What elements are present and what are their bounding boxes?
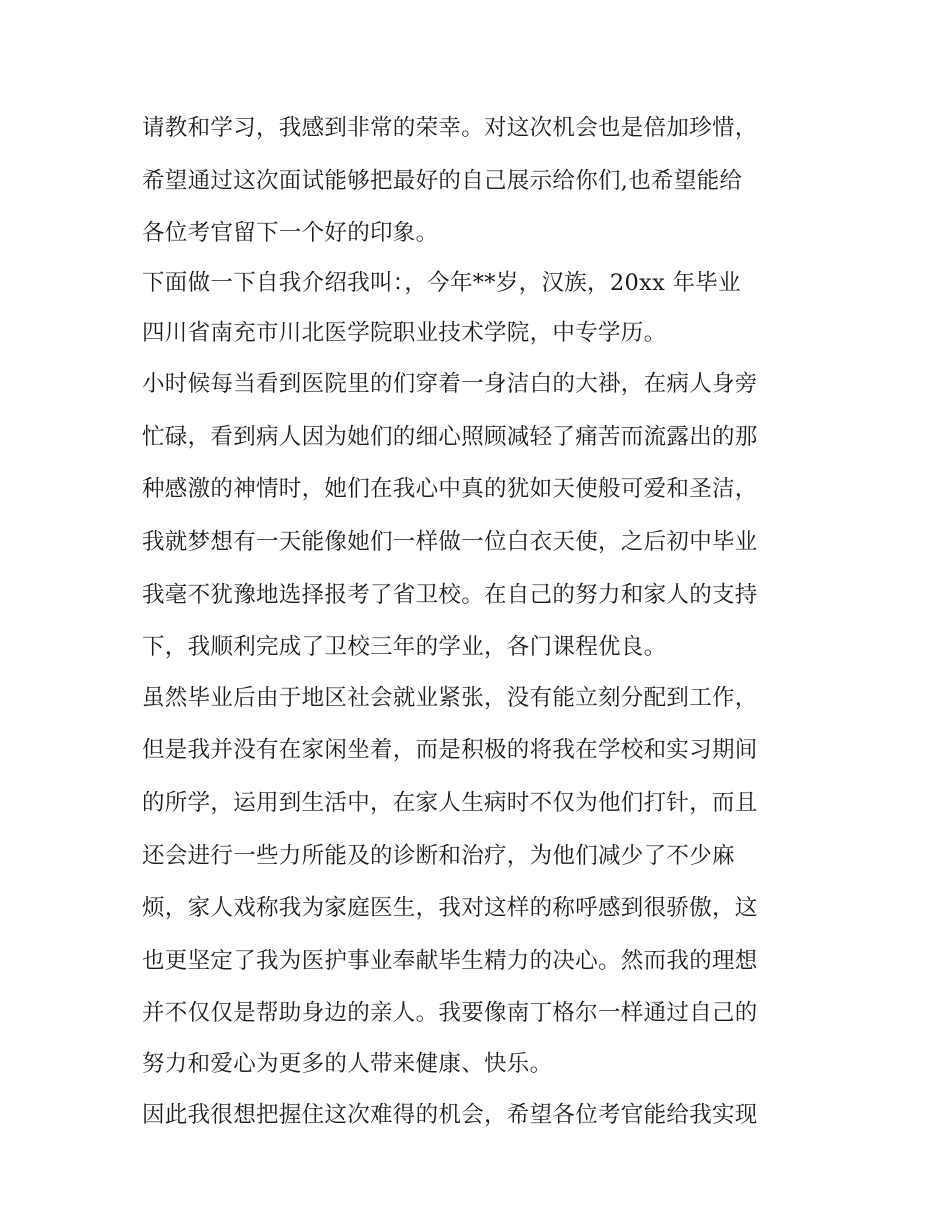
text-line: 各位考官留下一个好的印象。 xyxy=(142,220,439,246)
text-line: 四川省南充市川北医学院职业技术学院，中专学历。 xyxy=(142,320,667,346)
text-line: 因此我很想把握住这次难得的机会，希望各位考官能给我实现 xyxy=(142,1102,758,1128)
text-line: 也更坚定了我为医护事业奉献毕生精力的决心。然而我的理想 xyxy=(142,948,758,974)
text-line: 还会进行一些力所能及的诊断和治疗，为他们减少了不少麻 xyxy=(142,843,735,869)
text-line: 我就梦想有一天能像她们一样做一位白衣天使，之后初中毕业 xyxy=(142,529,758,555)
text-line: 下，我顺利完成了卫校三年的学业，各门课程优良。 xyxy=(142,634,667,660)
text-line: 但是我并没有在家闲坐着，而是积极的将我在学校和实习期间 xyxy=(142,737,758,763)
text-line: 种感激的神情时，她们在我心中真的犹如天使般可爱和圣洁， xyxy=(142,476,758,502)
text-line: 我毫不犹豫地选择报考了省卫校。在自己的努力和家人的支持 xyxy=(142,582,758,608)
text-line: 并不仅仅是帮助身边的亲人。我要像南丁格尔一样通过自己的 xyxy=(142,1000,758,1026)
text-line: 希望通过这次面试能够把最好的自己展示给你们,也希望能给 xyxy=(142,168,743,194)
text-line: 虽然毕业后由于地区社会就业紧张，没有能立刻分配到工作， xyxy=(142,685,758,711)
text-line: 烦，家人戏称我为家庭医生，我对这样的称呼感到很骄傲，这 xyxy=(142,895,758,921)
text-line: 忙碌，看到病人因为她们的细心照顾减轻了痛苦而流露出的那 xyxy=(142,424,758,450)
text-line: 请教和学习，我感到非常的荣幸。对这次机会也是倍加珍惜， xyxy=(142,115,758,141)
text-line: 小时候每当看到医院里的们穿着一身洁白的大褂，在病人身旁 xyxy=(142,371,758,397)
text-line: 下面做一下自我介绍我叫：，今年**岁，汉族，20xx 年毕业 xyxy=(142,270,741,296)
text-line: 努力和爱心为更多的人带来健康、快乐。 xyxy=(142,1051,553,1077)
text-line: 的所学，运用到生活中，在家人生病时不仅为他们打针，而且 xyxy=(142,790,758,816)
